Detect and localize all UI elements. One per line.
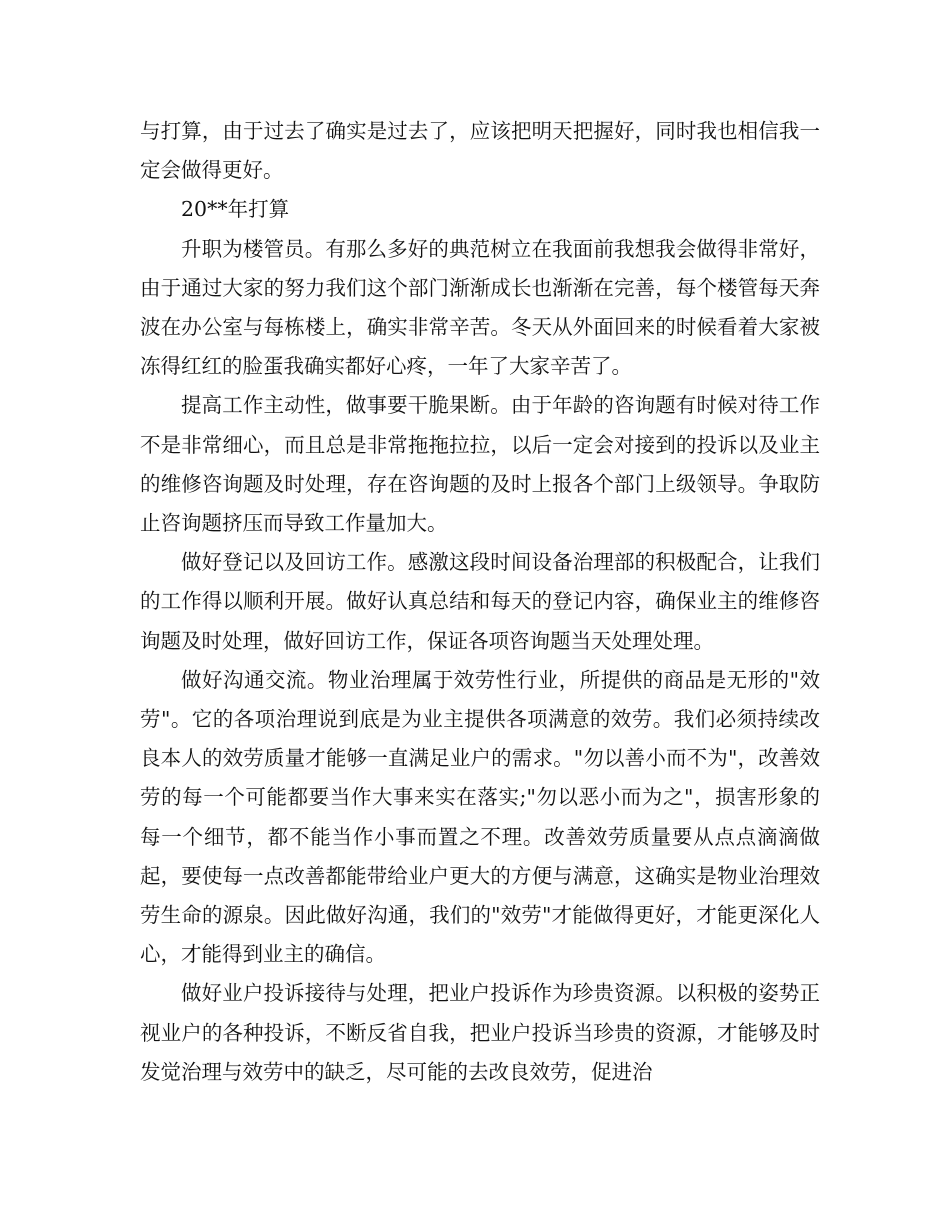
paragraph-complaints: 做好业户投诉接待与处理，把业户投诉作为珍贵资源。以积极的姿势正视业户的各种投诉，不断反省自我，把业户投诉当珍贵的资源，才能够及时发觉治理与效劳中的缺乏，尽可能的去改良效劳，促进治 <box>140 981 820 1084</box>
paragraph-communication: 做好沟通交流。物业治理属于效劳性行业，所提供的商品是无形的"效劳"。它的各项治理说到底是为业主提供各项满意的效劳。我们必须持续改良本人的效劳质量才能够一直满足业户的需求。"勿以善小而不为"，改善效劳的每一个可能都要当作大事来实在落实;"勿以恶小而为之"，损害形象的每一个细节，都不能当作小事而置之不理。改善效劳质量要从点点滴滴做起，要使每一点改善都能带给业户更大的方便与满意，这确实是物业治理效劳生命的源泉。因此做好沟通，我们的"效劳"才能做得更好，才能更深化人心，才能得到业主的确信。 <box>140 667 820 967</box>
paragraph-registration: 做好登记以及回访工作。感激这段时间设备治理部的积极配合，让我们的工作得以顺利开展。做好认真总结和每天的登记内容，确保业主的维修咨询题及时处理，做好回访工作，保证各项咨询题当天处理处理。 <box>140 550 820 653</box>
paragraph-promotion: 升职为楼管员。有那么多好的典范树立在我面前我想我会做得非常好，由于通过大家的努力我们这个部门渐渐成长也渐渐在完善，每个楼管每天奔波在办公室与每栋楼上，确实非常辛苦。冬天从外面回来的时候看着大家被冻得红红的脸蛋我确实都好心疼，一年了大家辛苦了。 <box>140 236 820 379</box>
paragraph-continuation: 与打算，由于过去了确实是过去了，应该把明天把握好，同时我也相信我一定会做得更好。 <box>140 119 820 183</box>
section-heading: 20**年打算 <box>181 197 290 222</box>
paragraph-initiative: 提高工作主动性，做事要干脆果断。由于年龄的咨询题有时候对待工作不是非常细心，而且总是非常拖拖拉拉，以后一定会对接到的投诉以及业主的维修咨询题及时处理，存在咨询题的及时上报各个部门上级领导。争取防止咨询题挤压而导致工作量加大。 <box>140 393 820 536</box>
document-body <box>140 112 820 1092</box>
